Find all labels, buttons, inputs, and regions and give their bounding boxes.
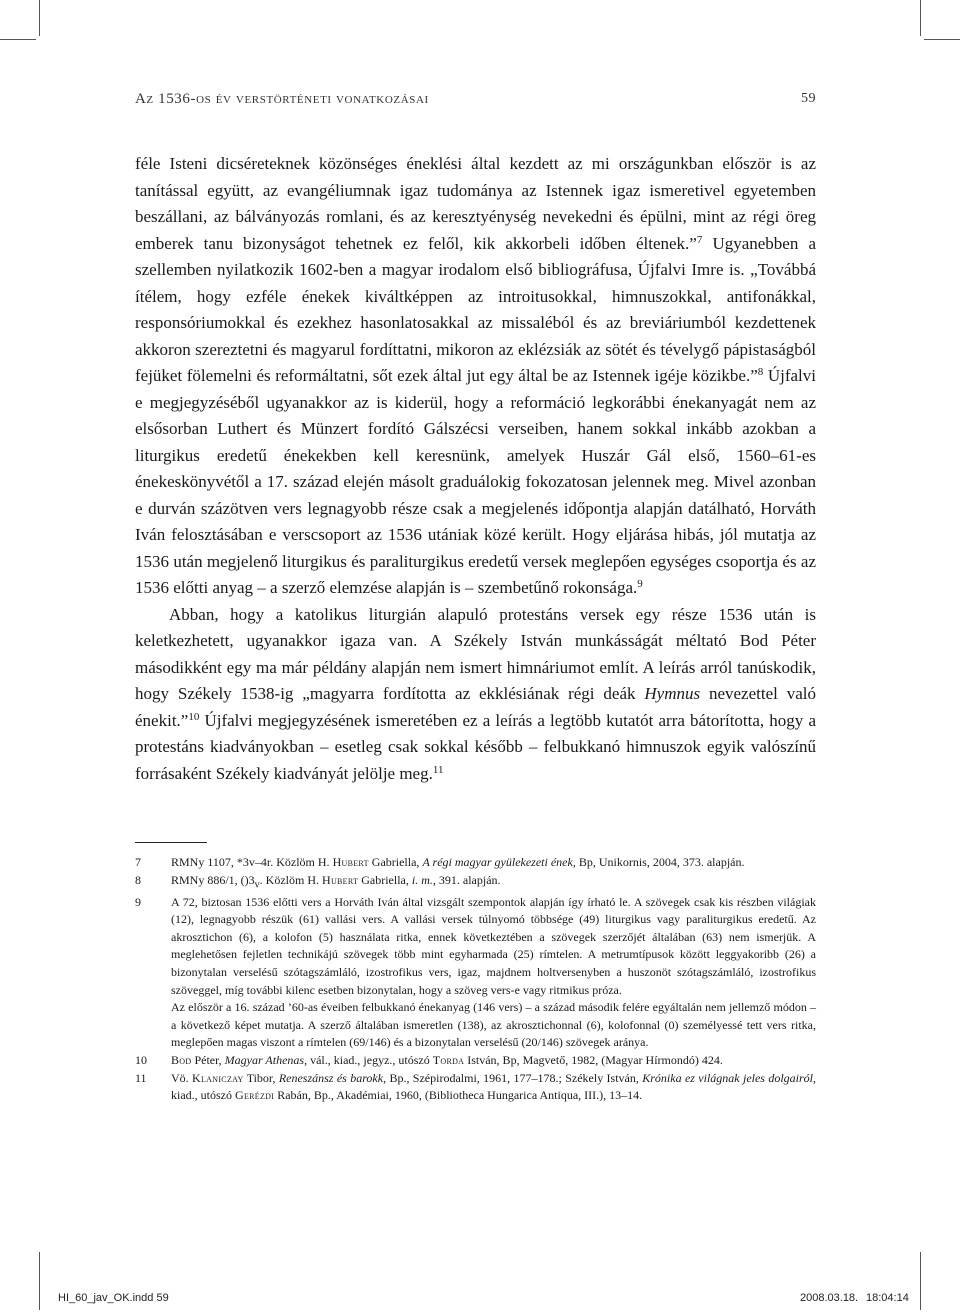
- text: . Közlöm H.: [259, 872, 322, 887]
- footnote-9: [135, 894, 816, 1000]
- footnote-ref[interactable]: 8: [757, 366, 764, 378]
- text: Rabán, Bp., Akadémiai, 1960, (Bibliotheca Hungarica Antiqua, III.), 13–14.: [274, 1088, 643, 1103]
- subscript: v: [254, 878, 260, 890]
- crop-mark: [39, 1286, 40, 1310]
- page-number: 59: [801, 91, 816, 106]
- main-text: [135, 151, 816, 787]
- italic-title: A régi magyar gyülekezeti ének: [422, 855, 573, 869]
- crop-mark: [920, 0, 921, 36]
- text: István, Bp, Magvető, 1982, (Magyar Hírmondó) 424.: [464, 1052, 723, 1067]
- text: RMNy 886/1, ()3: [171, 872, 255, 887]
- crop-mark: [0, 39, 36, 40]
- text: Tibor,: [243, 1070, 279, 1085]
- footnote-8: [135, 872, 816, 894]
- text: , 391. alapján.: [432, 872, 501, 887]
- text: Vö.: [171, 1070, 193, 1085]
- text: nevezettel való énekit.”: [135, 684, 816, 730]
- italic-title: Reneszánsz és barokk: [278, 1070, 384, 1085]
- text: A 72, biztosan 1536 előtti vers a Horváth Iván által vizsgált szempontok alapján így írható le. A szövegek csak kis részben világiak (12), legnagyobb részük (61) vallási vers. A vallási versek túlnyomó többsége (49) liturgikus vagy paraliturgikus eredetű. Az akrosztichon (6), a kolofon (5) használata ritka, ennek következtében a szövegek szerzőjét általában (63) nem ismerjük. A meglehetősen fejletlen technikájú szövegek több mint egyharmada (25) rímtelen. A metrumtípusok között leggyakoribb (26) a bizonytalan verselésű szótagszámláló, izostrofikus vers, igaz, majdnem holtversenyben a huszonöt szótagszámláló, izostrofikus szöveggel, míg további kilenc esetben bizonytalan, hogy a szöveg vers-e vagy ritmikus próza.: [171, 894, 816, 997]
- footnote-ref[interactable]: 7: [696, 233, 703, 246]
- text: Ugyanebben a szellemben nyilatkozik 1602-ben a magyar irodalom első bibliográfusa, Újfalvi Imre is. „Továbbá ítélem, hogy ezféle énekek kiváltképpen az introitusokkal, himnuszokkal, antifonákkal, responsóriumokkal és ezekhez hasonlatosakkal az missaléból és az breviáriumból kezdettenek akkoron szereztetni és magyarul fordíttatni, mikoron az eklézsiák az sötét és tévelygő pápistaságból fejüket fölemelni és reformáltatni, sőt ezek által jut egy által be az Istennek igéje közikbe.”: [135, 233, 816, 385]
- running-title: Az 1536-os év verstörténeti vonatkozásai: [135, 91, 429, 107]
- footnote-number: 11: [135, 1070, 147, 1085]
- footnote-ref[interactable]: 9: [637, 578, 643, 590]
- footnote-number: 10: [135, 1052, 147, 1067]
- crop-mark: [920, 1286, 921, 1310]
- footnote-number: 7: [135, 855, 141, 869]
- footnote-11: [135, 1070, 816, 1105]
- crop-mark: [39, 1252, 40, 1288]
- footnote-number: 9: [135, 894, 141, 909]
- paragraph: [135, 151, 816, 602]
- footnote-number: 8: [135, 872, 141, 887]
- footnote-7: [135, 854, 816, 872]
- crop-mark: [39, 0, 40, 36]
- footnote-10: [135, 1052, 816, 1070]
- text: , Bp., Szépirodalmi, 1961, 177–178.; Székely István,: [383, 1070, 643, 1085]
- text: , Bp, Unikornis, 2004, 373. alapján.: [572, 855, 745, 869]
- italic-title: Hymnus: [644, 684, 701, 703]
- text: , kiad., utószó: [171, 1070, 817, 1103]
- italic-title: i. m.: [411, 872, 433, 887]
- crop-mark: [920, 1252, 921, 1288]
- text: Péter,: [191, 1052, 225, 1067]
- print-slug: [0, 1286, 960, 1310]
- slug-date: 2008.03.18.: [800, 1292, 859, 1304]
- author-name: Klaniczay: [192, 1070, 244, 1085]
- crop-mark: [924, 39, 960, 40]
- text: Abban, hogy a katolikus liturgián alapuló protestáns versek egy része 1536 után is keletkezhetett, ugyanakkor igaza van. A Székely István munkásságát méltató Bod Péter másodikként egy ma már példány alapján nem ismert himnáriumot említ. A leírás arról tanúskodik, hogy Székely 1538-ig „magyarra fordította az ekklésiának régi deák: [135, 604, 816, 703]
- text: Gabriella,: [368, 855, 423, 869]
- text: féle Isteni dicséreteknek közönséges éneklési által kezdett az mi országunkban először is az tanítással együtt, az evangéliumnak igaz tudománya az Istennek igaz ismeretivel egyetemben beszállani, az bálványozás romlani, és az keresztyénység nevekedni és épülni, mint az régi öreg emberek tanu bizonyságot tehetnek ez felől, kik akkorbeli időben éltenek.”: [135, 154, 816, 253]
- paragraph: [135, 602, 816, 788]
- running-head: [135, 91, 816, 108]
- author-name: Torda: [432, 1052, 465, 1067]
- footnote-ref[interactable]: 11: [432, 763, 444, 776]
- text: Újfalvi megjegyzésének ismeretében ez a leírás a legtöbb kutatót arra bátorította, hogy a protestáns kiadványokban – esetleg csak sokkal később – felbukkanó himnuszok egyik valószínű forrásaként Székely kiadványát jelölje meg.: [135, 710, 816, 783]
- slug-time: 18:04:14: [866, 1292, 909, 1304]
- author-name: Hubert: [332, 855, 369, 869]
- text: Újfalvi e megjegyzéséből ugyanakkor az is kiderül, hogy a reformáció legkorábbi énekanyagát nem az elsősorban Luthert és Münzert fordító Gálszécsi verseiben, hanem sokkal inkább azokban a liturgikus eredetű énekekben kell keresnünk, amelyek Huszár Gál első, 1560–61-es énekeskönyvétől a 17. század elején másolt graduálokig fokozatosan jelennek meg. Mivel azonban e durván százötven vers legnagyobb része csak a megjelenés időpontja alapján datálható, Horváth Iván felosztásában e verscsoport az 1536 utániak közé került. Hogy eljárása hibás, jól mutatja az 1536 után megjelenő liturgikus és paraliturgikus eredetű versek meglepően egységes csoportja és az 1536 előtti anyag – a szerző elemzése alapján is – szembetűnő rokonsága.: [135, 366, 816, 597]
- footnote-9-continued: Az először a 16. század ’60-as éveiben felbukkanó énekanyag (146 vers) – a század második felére egyáltalán nem jellemző módon – a következő képet mutatja. A szerző általában ismeretlen (138), az akrosztichonnal (6), kolofonnal (0) személyessé tett vers ritka, meglepően magas viszont a rímtelen (69/146) és a bizonytalan verselésű (20/146) szövegek aránya.: [171, 1000, 816, 1050]
- author-name: Gerézdi: [235, 1088, 275, 1103]
- italic-title: Krónika ez világnak jeles dolgairól: [642, 1070, 814, 1085]
- footnotes: [135, 854, 816, 1105]
- author-name: Hubert: [322, 872, 359, 887]
- slug-filename: HI_60_jav_OK.indd 59: [58, 1292, 169, 1304]
- text: RMNy 1107, *3v–4r. Közlöm H.: [171, 855, 333, 869]
- footnote-ref[interactable]: 10: [188, 710, 200, 723]
- author-name: Bod: [171, 1052, 192, 1067]
- footnote-divider: [135, 842, 207, 843]
- italic-title: Magyar Athenas: [224, 1052, 305, 1067]
- text: Gabriella,: [358, 872, 412, 887]
- text: , vál., kiad., jegyz., utószó: [304, 1052, 433, 1067]
